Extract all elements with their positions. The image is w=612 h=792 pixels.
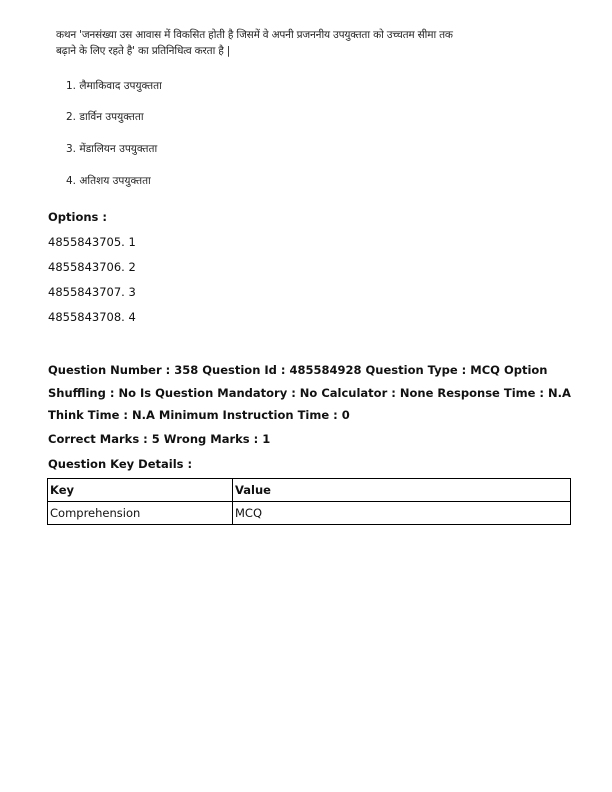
table-row <box>48 502 571 525</box>
cell-value: MCQ <box>233 502 571 525</box>
choice-3: 3. मेंडालियन उपयुक्तता <box>66 143 158 155</box>
option-item-3: 4855843707. 3 <box>48 285 136 299</box>
header-value: Value <box>233 479 571 502</box>
option-item-4: 4855843708. 4 <box>48 310 136 324</box>
option-item-2: 4855843706. 2 <box>48 260 136 274</box>
key-table-header <box>48 479 571 502</box>
choice-2: 2. डार्विन उपयुक्तता <box>66 111 144 123</box>
options-title: Options : <box>48 210 107 224</box>
choice-4: 4. अतिशय उपयुक्तता <box>66 175 151 187</box>
cell-key: Comprehension <box>48 502 233 525</box>
header-key: Key <box>48 479 233 502</box>
question-stem: कथन 'जनसंख्या उस आवास में विकसित होती है जिसमें वे अपनी प्रजननीय उपयुक्तता को उच्चतम सीमा तक बढ़ाने के लिए रहते है' का प्रतिनिधित्व करता है | <box>56 29 453 57</box>
marks-line: Correct Marks : 5 Wrong Marks : 1 <box>48 432 271 446</box>
key-details-title: Question Key Details : <box>48 457 193 471</box>
key-table <box>47 478 571 525</box>
choice-1: 1. लैमाकिवाद उपयुक्तता <box>66 80 162 92</box>
option-item-1: 4855843705. 1 <box>48 235 136 249</box>
question-details: Question Number : 358 Question Id : 485584928 Question Type : MCQ Option Shuffling : No Is Question Mandatory : No Calculator : None Response Time : N.A Think Time : N.A Minimum Instruction Time : 0 <box>48 363 571 422</box>
